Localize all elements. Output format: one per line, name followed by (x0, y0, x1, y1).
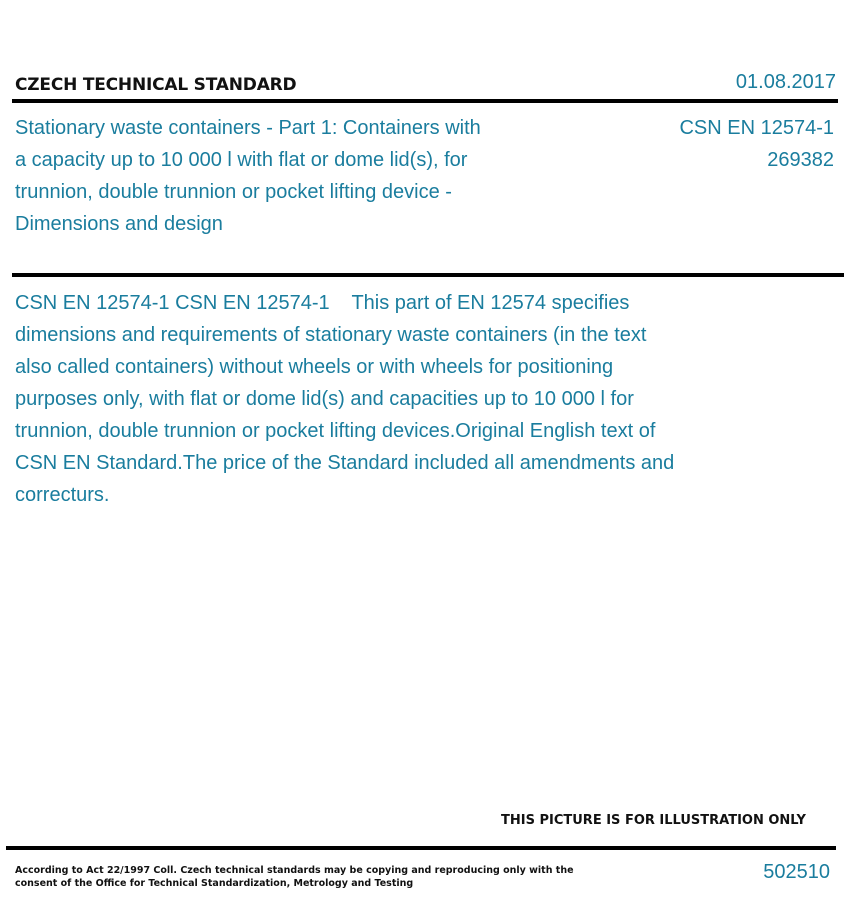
header-divider (12, 99, 838, 103)
title-divider (12, 273, 844, 277)
standard-title: Stationary waste containers - Part 1: Containers with a capacity up to 10 000 l with flat or dome lid(s), for trunnion, double trunnion or pocket lifting device - Dimensions and design (15, 117, 481, 235)
footer-divider (6, 846, 836, 850)
catalog-number: 269382 (767, 149, 834, 171)
standard-codes (679, 112, 834, 176)
legal-notice: According to Act 22/1997 Coll. Czech technical standards may be copying and reproducing only with the consent of the Office for Technical Standardization, Metrology and Testing (15, 865, 574, 889)
illustration-note: THIS PICTURE IS FOR ILLUSTRATION ONLY (501, 813, 806, 828)
publication-date: 01.08.2017 (735, 71, 836, 93)
standard-description: CSN EN 12574-1 CSN EN 12574-1 This part of EN 12574 specifies dimensions and requirements of stationary waste containers (in the text also called containers) without wheels or with wheels for positioning purposes only, with flat or dome lid(s) and capacities up to 10 000 l for trunnion, double trunnion or pocket lifting devices.Original English text of CSN EN Standard.The price of the Standard included all amendments and correcturs. (15, 292, 680, 506)
standard-type-label: CZECH TECHNICAL STANDARD (15, 75, 297, 95)
standard-code: CSN EN 12574-1 (679, 117, 834, 139)
document-number: 502510 (763, 861, 830, 883)
